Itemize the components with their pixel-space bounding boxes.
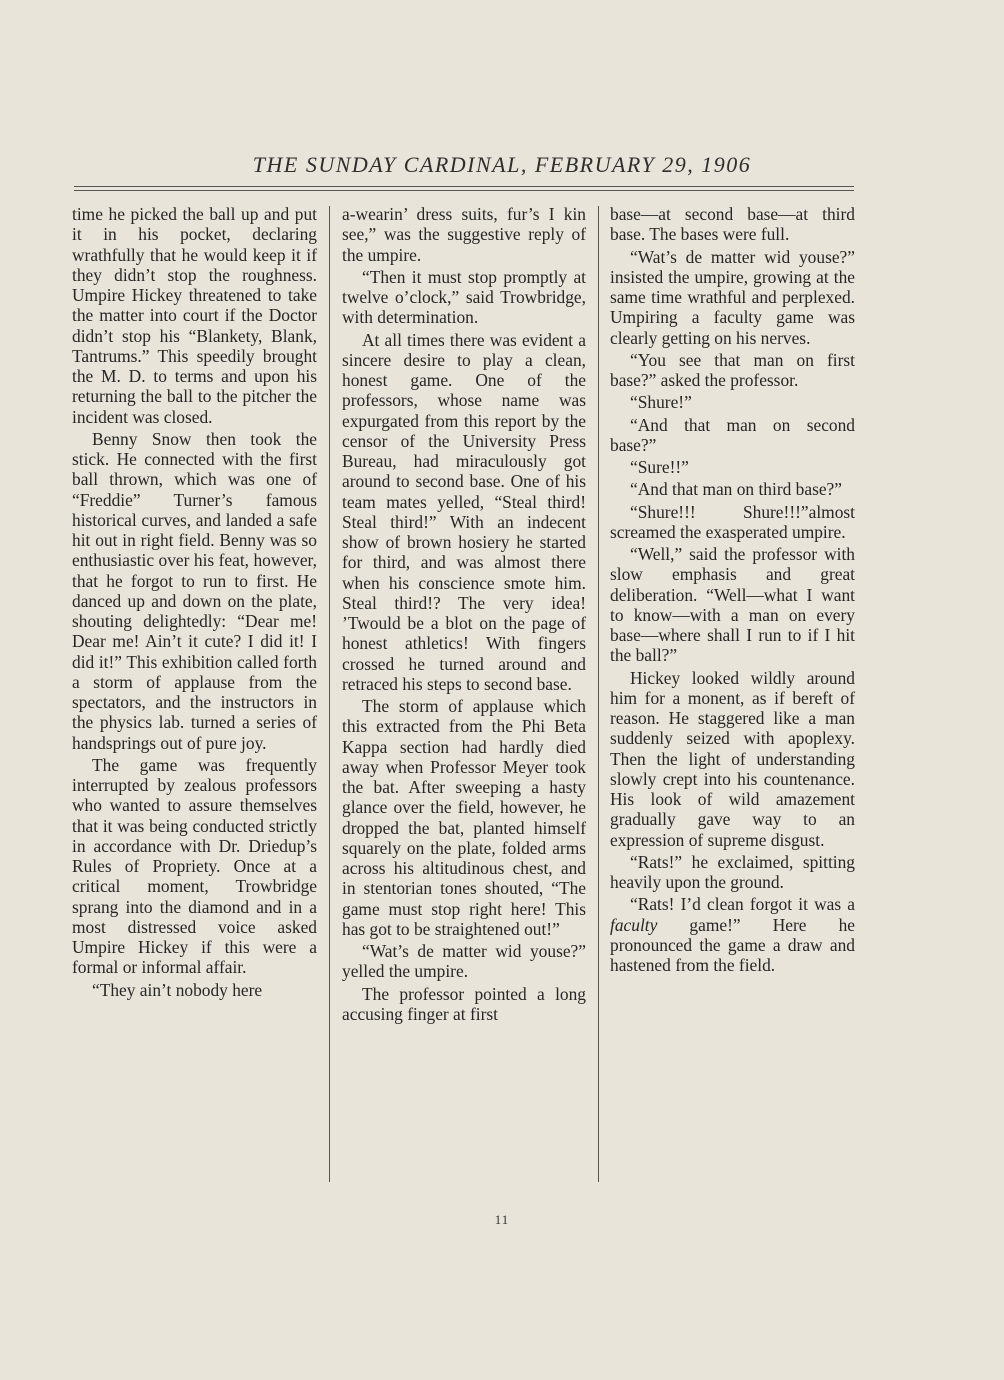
header-rule-top xyxy=(74,186,854,187)
paragraph: “And that man on third base?” xyxy=(630,479,842,500)
paragraph: “Rats! I’d clean forgot it was a faculty game!” Here he pronounced the game a draw and hastened from the field. xyxy=(610,894,855,975)
paragraph: At all times there was evident a sincere desire to play a clean, honest game. One of the professors, whose name was expurgated from this report by the censor of the University Press Bureau, had miraculously got around to second base. One of his team mates yelled, “Steal third! Steal third!” With an indecent show of brown hosiery he started for third, and was almost there when his conscience smote him. Steal third!? The very idea! ’Twould be a blot on the page of honest athletics! With fingers crossed he turned around and retraced his steps to second base. xyxy=(342,329,586,694)
column-divider xyxy=(329,206,330,1182)
text-column-3 xyxy=(610,204,855,977)
paragraph: “Shure!!! Shure!!!”almost screamed the exasperated umpire. xyxy=(610,501,855,542)
paragraph: “Wat’s de matter wid youse?” yelled the umpire. xyxy=(342,941,586,982)
text-column-1 xyxy=(72,204,317,1002)
paragraph: Benny Snow then took the stick. He connected with the first ball thrown, which was one of “Freddie” Turner’s famous historical curves, and landed a safe hit out in right field. Benny was so enthusiastic over his feat, however, that he forgot to run to first. He danced up and down on the plate, shouting delightedly: “Dear me! Dear me! Ain’t it cute? I did it! I did it!” This exhibition called forth a storm of applause from the spectators, and the instructors in the physics lab. turned a series of handsprings out of pure joy. xyxy=(72,428,317,753)
running-header: THE SUNDAY CARDINAL, FEBRUARY 29, 1906 xyxy=(252,152,752,177)
paragraph: “Rats!” he exclaimed, spitting heavily upon the ground. xyxy=(610,851,855,892)
header-rule-bottom xyxy=(74,190,854,191)
page-number: 11 xyxy=(494,1212,510,1227)
column-divider xyxy=(598,206,599,1182)
paragraph: “Then it must stop promptly at twelve o’clock,” said Trowbridge, with determination. xyxy=(342,266,586,328)
paragraph: “Sure!!” xyxy=(630,457,689,477)
paragraph: The game was frequently interrupted by zealous professors who wanted to assure themselves that it was being conducted strictly in accordance with Dr. Driedup’s Rules of Propriety. Once at a critical moment, Trowbridge sprang into the diamond and in a most distressed voice asked Umpire Hickey if this were a formal or informal affair. xyxy=(72,754,317,978)
paragraph: “Well,” said the professor with slow emphasis and great deliberation. “Well—what I want to know—with a man on every base—where shall I run to if I hit the ball?” xyxy=(610,544,855,666)
paragraph: “And that man on second base?” xyxy=(610,414,855,455)
paragraph: time he picked the ball up and put it in his pocket, declaring wrathfully that he would keep it if they didn’t stop the roughness. Umpire Hickey threatened to take the matter into court if the Doctor didn’t stop his “Blankety, Blank, Tantrums.” This speedily brought the M. D. to terms and upon his returning the ball to the pitcher the incident was closed. xyxy=(72,204,317,427)
emphasis: faculty xyxy=(610,914,658,935)
paragraph: “You see that man on first base?” asked the professor. xyxy=(610,349,855,390)
paragraph: Hickey looked wildly around him for a monent, as if bereft of reason. He staggered like a man suddenly seized with apoplexy. Then the light of understanding slowly crept into his countenance. His look of wild amazement gradually gave way to an expression of supreme disgust. xyxy=(610,667,855,850)
paragraph: The professor pointed a long accusing finger at first xyxy=(342,983,586,1024)
paragraph: a-wearin’ dress suits, fur’s I kin see,” was the suggestive reply of the umpire. xyxy=(342,204,586,265)
paragraph: “Wat’s de matter wid youse?” insisted the umpire, growing at the same time wrathful and perplexed. Umpiring a faculty game was clearly getting on his nerves. xyxy=(610,246,855,348)
paragraph: “Shure!” xyxy=(630,392,692,413)
paragraph: base—at second base—at third base. The bases were full. xyxy=(610,204,855,245)
paragraph: “They ain’t nobody here xyxy=(92,979,263,1000)
paragraph: The storm of applause which this extracted from the Phi Beta Kappa section had hardly died away when Professor Meyer took the bat. After sweeping a hasty glance over the field, however, he dropped the bat, planted himself squarely on the plate, folded arms across his altitudinous chest, and in stentorian tones shouted, “The game must stop right here! This has got to be straightened out!” xyxy=(342,696,586,939)
text-column-2 xyxy=(342,204,586,1026)
